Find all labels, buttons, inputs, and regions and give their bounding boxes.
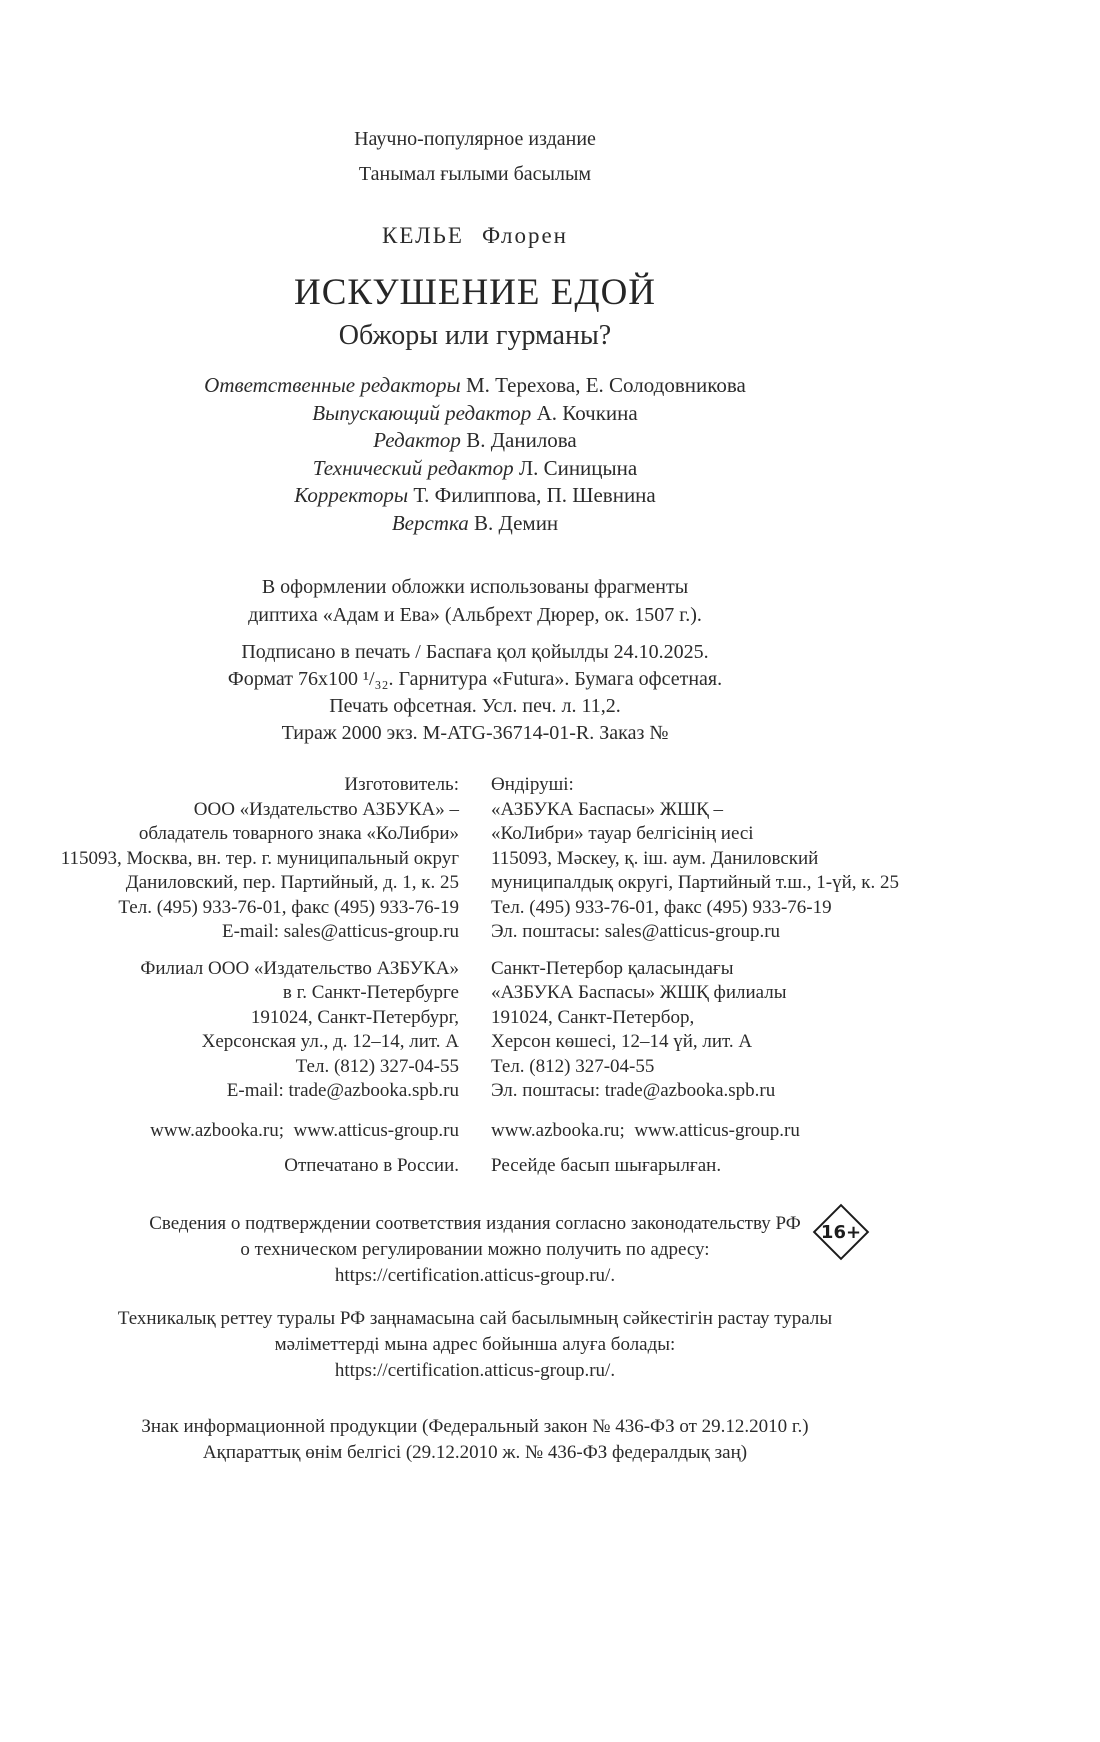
credit-role: Корректоры (294, 483, 409, 507)
branch-kk-line: «АЗБУКА Баспасы» ЖШҚ филиалы (491, 982, 787, 1003)
credit-role: Редактор (373, 428, 461, 452)
branch-ru-line: Херсонская ул., д. 12–14, лит. А (201, 1031, 459, 1052)
certification-ru-line: Сведения о подтверждении соответствия издания согласно законодательству РФ (149, 1212, 801, 1234)
branch-kk-line: Эл. поштасы: trade@azbooka.spb.ru (491, 1080, 776, 1101)
manufacturer-kk-line: Эл. поштасы: sales@atticus-group.ru (491, 921, 781, 942)
printed-in-kk: Ресейде басып шығарылған. (491, 1155, 722, 1176)
branch-kk-line: Тел. (812) 327-04-55 (491, 1055, 655, 1077)
credit-person: В. Демин (474, 510, 559, 535)
credit-person: Л. Синицына (518, 455, 638, 480)
branch-ru-line: E-mail: trade@azbooka.spb.ru (226, 1080, 459, 1101)
manufacturer-ru-line: E-mail: sales@atticus-group.ru (222, 921, 459, 942)
branch-ru-line: Филиал ООО «Издательство АЗБУКА» (140, 957, 459, 979)
certification-ru-line: о техническом регулировании можно получить по адресу: (240, 1238, 710, 1260)
age-rating-label: 16+ (820, 1221, 862, 1243)
manufacturer-ru-line: обладатель товарного знака «КоЛибри» (138, 823, 459, 844)
print-info-line: Формат 76х100 ¹/₃₂. Гарнитура «Futura». Бумага офсетная. (227, 668, 723, 690)
certification-ru-url: https://certification.atticus-group.ru/. (334, 1264, 616, 1286)
websites-kk: www.azbooka.ru; www.atticus-group.ru (491, 1119, 800, 1141)
cover-art-note (0, 573, 950, 629)
credit-person: А. Кочкина (536, 400, 638, 425)
websites-ru: www.azbooka.ru; www.atticus-group.ru (150, 1119, 459, 1141)
information-product-sign (0, 1414, 950, 1466)
credit-role: Верстка (391, 510, 469, 535)
credit-person: М. Терехова, Е. Солодовникова (465, 373, 746, 397)
printed-in-ru: Отпечатано в России. (284, 1155, 459, 1176)
manufacturer-kk-line: «КоЛибри» тауар белгісінің иесі (491, 823, 754, 844)
manufacturer-kk-line: Өндіруші: (491, 774, 574, 795)
imprint-column-ru (19, 773, 459, 1179)
manufacturer-ru-line: Даниловский, пер. Партийный, д. 1, к. 25 (125, 872, 459, 893)
credit-role: Технический редактор (312, 455, 514, 480)
credit-line (0, 400, 950, 428)
book-title: ИСКУШЕНИЕ ЕДОЙ (293, 272, 657, 313)
author-surname: КЕЛЬЕ (382, 223, 464, 248)
credit-person: В. Данилова (466, 428, 577, 452)
certification-note-kk (0, 1306, 950, 1384)
certification-kk-line: мәліметтерді мына адрес бойынша алуға болады: (274, 1333, 676, 1355)
cover-art-note-line: диптиха «Адам и Ева» (Альбрехт Дюрер, ок. 1507 г.). (248, 604, 702, 626)
imprint-column-kk (491, 773, 931, 1179)
print-info-line: Тираж 2000 экз. M-ATG-36714-01-R. Заказ № (281, 722, 669, 744)
branch-kk-line: 191024, Санкт-Петербор, (491, 1006, 695, 1028)
print-info-block (0, 639, 950, 747)
information-product-sign-kk: Ақпараттық өнім белгісі (29.12.2010 ж. № 436-ФЗ федералдық заң) (202, 1441, 748, 1463)
certification-kk-url: https://certification.atticus-group.ru/. (334, 1359, 616, 1381)
author-given-name: Флорен (481, 223, 568, 248)
credit-line (0, 482, 950, 510)
branch-ru (19, 957, 459, 1104)
certification-kk-line: Техникалық реттеу туралы РФ заңнамасына сай басылымның сәйкестігін растау туралы (117, 1307, 833, 1329)
branch-ru-line: Тел. (812) 327-04-55 (295, 1055, 459, 1077)
manufacturer-kk-line: 115093, Мәскеу, қ. іш. аум. Даниловский (491, 847, 819, 869)
imprint-columns (0, 773, 950, 1179)
certification-note-ru (0, 1211, 950, 1289)
manufacturer-ru-line: ООО «Издательство АЗБУКА» – (193, 798, 459, 820)
credit-line (0, 455, 950, 483)
print-info-line: Подписано в печать / Баспаға қол қойылды 24.10.2025. (241, 641, 709, 663)
manufacturer-ru-line: Изготовитель: (344, 774, 459, 795)
branch-ru-line: 191024, Санкт-Петербург, (250, 1006, 459, 1028)
manufacturer-ru (19, 773, 459, 945)
manufacturer-kk-line: «АЗБУКА Баспасы» ЖШҚ – (491, 798, 724, 820)
edition-note-ru: Научно-популярное издание (354, 128, 596, 150)
information-product-sign-ru: Знак информационной продукции (Федеральный закон № 436-ФЗ от 29.12.2010 г.) (141, 1415, 809, 1437)
branch-kk-line: Херсон көшесі, 12–14 үй, лит. А (491, 1031, 753, 1052)
credit-person: Т. Филиппова, П. Шевнина (413, 483, 656, 507)
branch-ru-line: в г. Санкт-Петербурге (282, 982, 459, 1003)
branch-kk-line: Санкт-Петербор қаласындағы (491, 957, 734, 979)
edition-note-kk: Танымал ғылыми басылым (358, 163, 592, 185)
credit-line (0, 510, 950, 538)
edition-note (0, 0, 950, 192)
credits-block (0, 372, 950, 537)
book-subtitle: Обжоры или гурманы? (338, 320, 612, 351)
branch-kk (491, 957, 931, 1104)
credit-line (0, 372, 950, 400)
manufacturer-ru-line: Тел. (495) 933-76-01, факс (495) 933-76-19 (118, 896, 459, 918)
cover-art-note-line: В оформлении обложки использованы фрагменты (261, 576, 689, 598)
age-rating-badge (812, 1203, 870, 1261)
credit-role: Выпускающий редактор (312, 400, 532, 425)
manufacturer-kk (491, 773, 931, 945)
credit-line (0, 427, 950, 455)
print-info-line: Печать офсетная. Усл. печ. л. 11,2. (329, 695, 621, 717)
author-name (0, 222, 950, 250)
manufacturer-ru-line: 115093, Москва, вн. тер. г. муниципальный округ (60, 847, 459, 869)
manufacturer-kk-line: муниципалдық округі, Партийный т.ш., 1-үй, к. 25 (491, 872, 900, 893)
credit-role: Ответственные редакторы (204, 373, 461, 397)
manufacturer-kk-line: Тел. (495) 933-76-01, факс (495) 933-76-19 (491, 896, 832, 918)
